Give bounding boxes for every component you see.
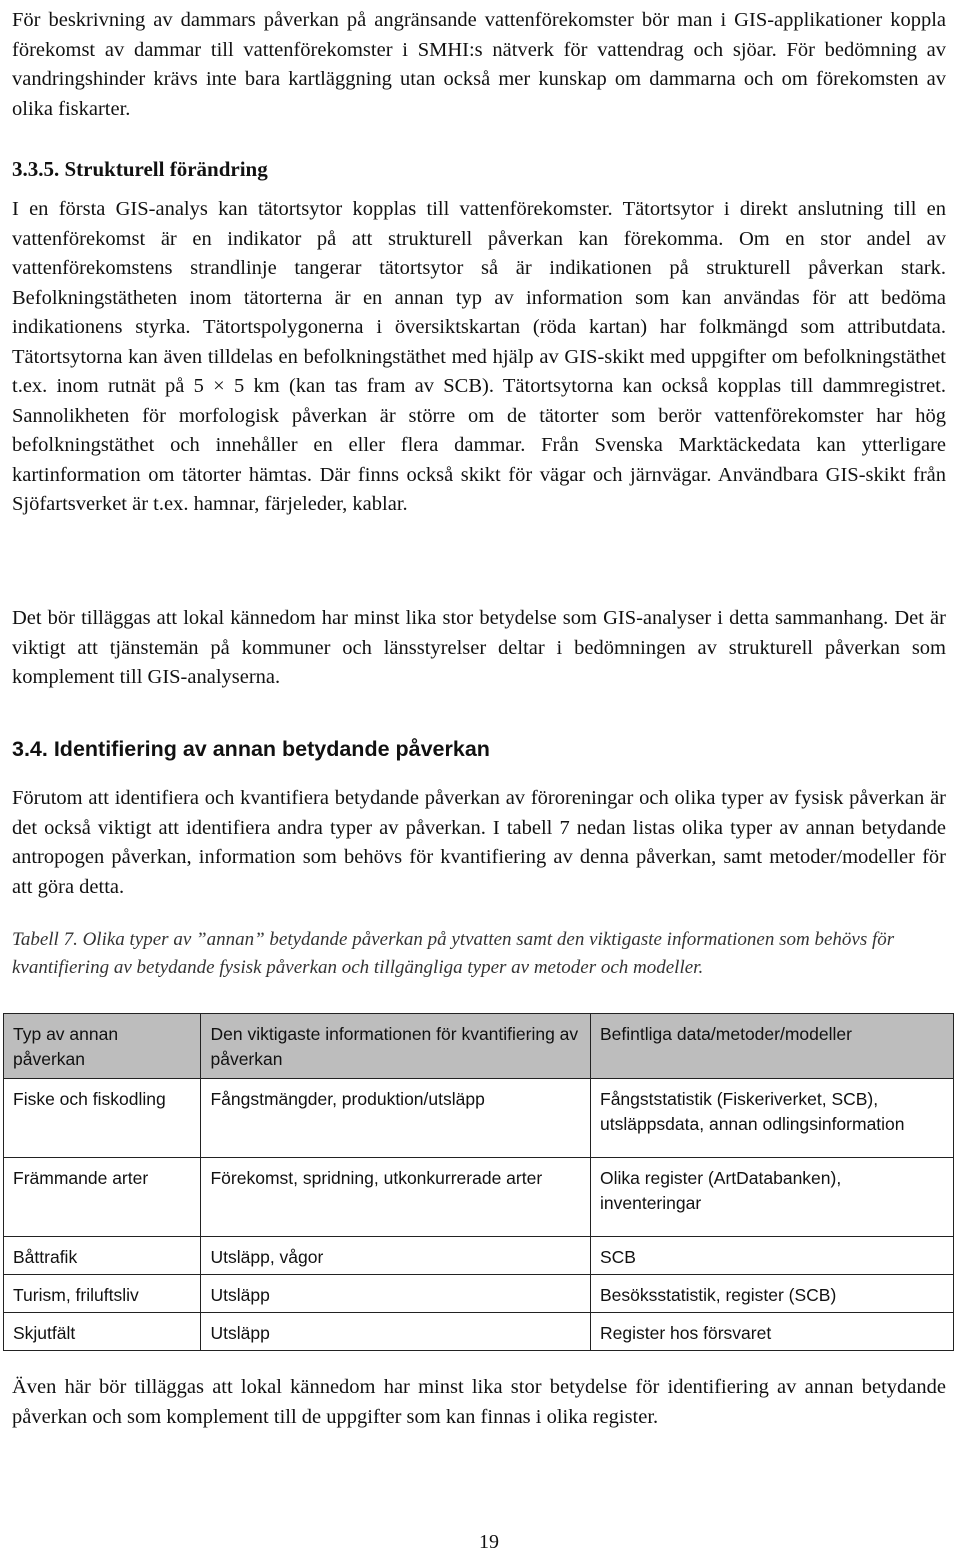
paragraph-structural-change: I en första GIS-analys kan tätortsytor kopplas till vattenförekomster. Tätortsytor i direkt anslutning till en vattenförekomst är en indikator på att strukturell påverkan kan förekomma. Om en stor andel av vattenförekomstens strandlinje tangerar tätortsytor så är indikationen på strukturell påverkan stark. Befolkningstätheten inom tätorterna är en annan typ av information som kan användas för att bedöma indikationens styrka. Tätortspolygonerna i översiktskartan (röda kartan) har folkmängd som attributdata. Tätortsytorna kan även tilldelas en befolkningstäthet med hjälp av GIS-skikt med uppgifter om befolkningstäthet t.ex. inom rutnät på 5 × 5 km (kan tas fram av SCB). Tätortsytorna kan också kopplas till dammregistret. Sannolikheten för morfologisk påverkan är större om de tätorter som berör vattenförekomster har hög befolkningstäthet och innehåller en eller flera dammar. Från Svenska Marktäckedata kan ytterligare kartinformation om tätorter hämtas. Där finns också skikt för vägar och järnvägar. Användbara GIS-skikt från Sjöfartsverket är t.ex. hamnar, färjeleder, kablar. [12,198,946,515]
table-row [4,1275,954,1313]
table-row [4,1313,954,1351]
table-cell: Olika register (ArtDatabanken), inventeringar [591,1158,954,1237]
table-cell: Utsläpp, vågor [201,1237,591,1275]
table-header-row [4,1014,954,1079]
table-cell: Båttrafik [4,1237,201,1275]
table-cell: Register hos försvaret [591,1313,954,1351]
table-cell: Skjutfält [4,1313,201,1351]
paragraph-closing: Även här bör tilläggas att lokal kännedom har minst lika stor betydelse för identifiering av annan betydande påverkan och som komplement till de uppgifter som kan finnas i olika register. [12,1376,946,1428]
heading-3-4: 3.4. Identifiering av annan betydande påverkan [12,737,490,761]
page-number: 19 [479,1531,499,1553]
table-cell: Fångstmängder, produktion/utsläpp [201,1079,591,1158]
table-cell: Besöksstatistik, register (SCB) [591,1275,954,1313]
table-row [4,1158,954,1237]
paragraph-local-knowledge: Det bör tilläggas att lokal kännedom har minst lika stor betydelse som GIS-analyser i detta sammanhang. Det är viktigt att tjänstemän på kommuner och länsstyrelser deltar i bedömningen av strukturell påverkan som komplement till GIS-analyserna. [12,607,946,688]
table-cell: Turism, friluftsliv [4,1275,201,1313]
table-cell: Fångststatistik (Fiskeriverket, SCB), utsläppsdata, annan odlingsinformation [591,1079,954,1158]
impact-table [3,1013,954,1351]
table-header-cell: Typ av annan påverkan [4,1014,201,1079]
paragraph-intro: För beskrivning av dammars påverkan på angränsande vattenförekomster bör man i GIS-applikationer koppla förekomst av dammar till vattenförekomster i SMHI:s nätverk för vattendrag och sjöar. För bedömning av vandringshinder krävs inte bara kartläggning utan också mer kunskap om dammarna och om förekomsten av olika fiskarter. [12,9,946,120]
table-header-cell: Den viktigaste informationen för kvantifiering av påverkan [201,1014,591,1079]
table-cell: Utsläpp [201,1313,591,1351]
table-header-cell: Befintliga data/metoder/modeller [591,1014,954,1079]
table-row [4,1079,954,1158]
table-row [4,1237,954,1275]
table-cell: SCB [591,1237,954,1275]
table-cell: Förekomst, spridning, utkonkurrerade arter [201,1158,591,1237]
table-caption: Tabell 7. Olika typer av ”annan” betydande påverkan på ytvatten samt den viktigaste informationen som behövs för kvantifiering av betydande fysisk påverkan och tillgängliga typer av metoder och modeller. [12,929,895,978]
table-cell: Fiske och fiskodling [4,1079,201,1158]
table-cell: Utsläpp [201,1275,591,1313]
paragraph-other-impact: Förutom att identifiera och kvantifiera betydande påverkan av föroreningar och olika typer av fysisk påverkan är det också viktigt att identifiera andra typer av påverkan. I tabell 7 nedan listas olika typer av annan betydande antropogen påverkan, information som behövs för kvantifiering av denna påverkan, samt metoder/modeller för att göra detta. [12,787,946,898]
table-cell: Främmande arter [4,1158,201,1237]
heading-3-3-5: 3.3.5. Strukturell förändring [12,157,268,181]
